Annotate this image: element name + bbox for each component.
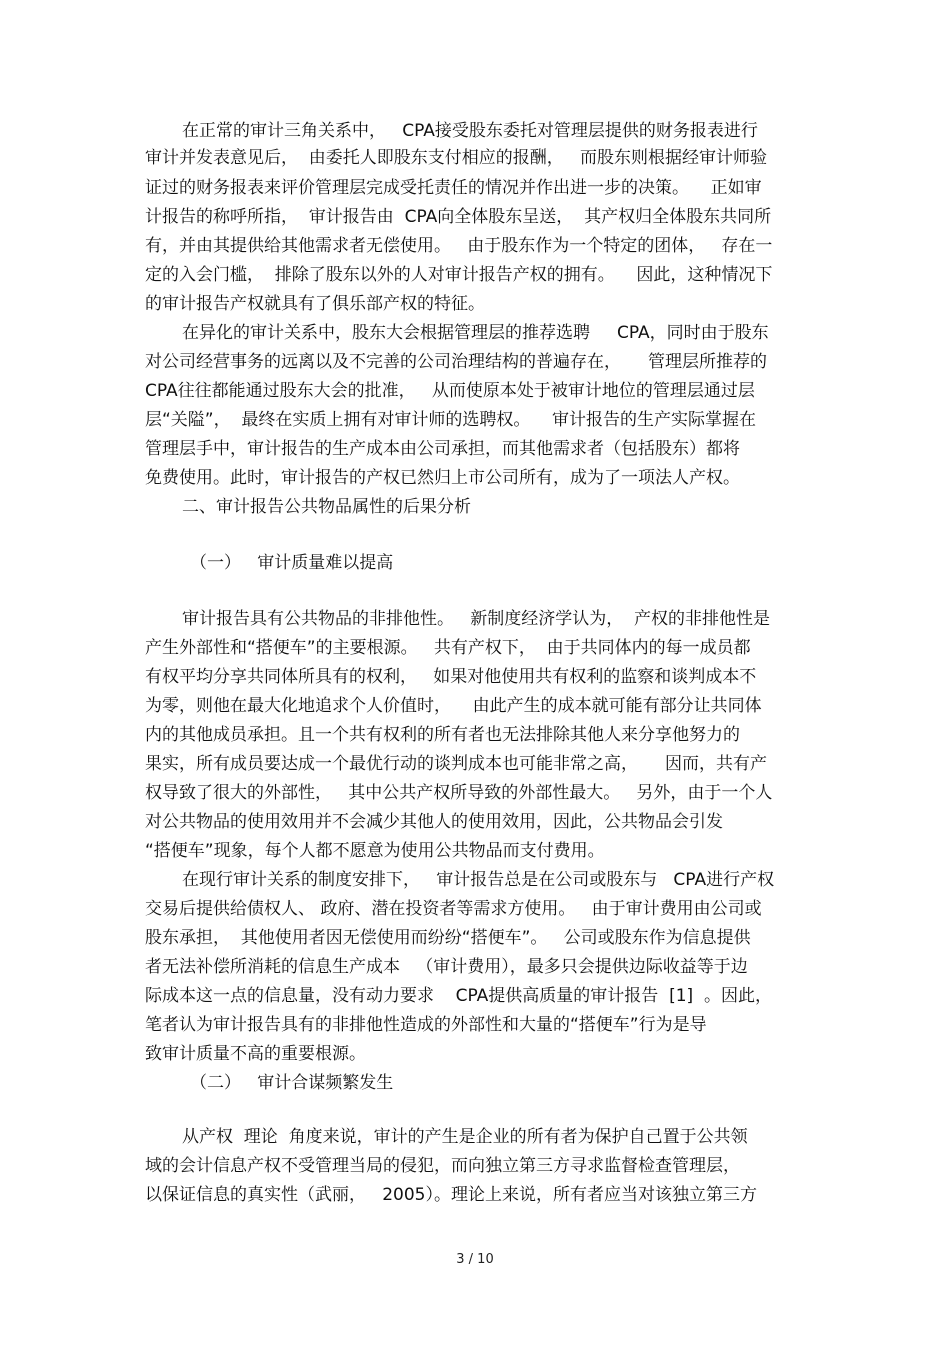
paragraph-line: 免费使用。此时，审计报告的产权已然归上市公司所有，成为了一项法人产权。 bbox=[145, 468, 740, 488]
paragraph-line: 有，并由其提供给其他需求者无偿使用。 由于股东作为一个特定的团体， 存在一 bbox=[145, 236, 773, 256]
paragraph-line: 管理层手中，审计报告的生产成本由公司承担，而其他需求者（包括股东）都将 bbox=[145, 439, 740, 459]
paragraph-line: “搭便车”现象，每个人都不愿意为使用公共物品而支付费用。 bbox=[145, 841, 605, 861]
subsection-heading: （二） 审计合谋频繁发生 bbox=[190, 1073, 394, 1093]
paragraph-line: 定的入会门槛， 排除了股东以外的人对审计报告产权的拥有。 因此，这种情况下 bbox=[145, 265, 773, 285]
section-heading: 二、审计报告公共物品属性的后果分析 bbox=[182, 497, 471, 517]
paragraph-line: 股东承担， 其他使用者因无偿使用而纷纷“搭便车”。 公司或股东作为信息提供 bbox=[145, 928, 751, 948]
paragraph-line: 有权平均分享共同体所具有的权利， 如果对他使用共有权利的监察和谈判成本不 bbox=[145, 667, 757, 687]
paragraph-line: 审计并发表意见后， 由委托人即股东支付相应的报酬， 而股东则根据经审计师验 bbox=[145, 148, 768, 168]
paragraph-line: 内的其他成员承担。且一个共有权利的所有者也无法排除其他人来分享他努力的 bbox=[145, 725, 740, 745]
paragraph-line: 际成本这一点的信息量，没有动力要求 CPA提供高质量的审计报告 [1] 。因此， bbox=[145, 986, 772, 1006]
paragraph-line: 致审计质量不高的重要根源。 bbox=[145, 1044, 366, 1064]
paragraph-line: 笔者认为审计报告具有的非排他性造成的外部性和大量的“搭便车”行为是导 bbox=[145, 1015, 707, 1035]
paragraph-line: 为零，则他在最大化地追求个人价值时， 由此产生的成本就可能有部分让共同体 bbox=[145, 696, 762, 716]
paragraph-line: 域的会计信息产权不受管理当局的侵犯，而向独立第三方寻求监督检查管理层， bbox=[145, 1156, 740, 1176]
paragraph-line: 计报告的称呼所指， 审计报告由 CPA向全体股东呈送， 其产权归全体股东共同所 bbox=[145, 207, 772, 227]
paragraph-line: 从产权 理论 角度来说，审计的产生是企业的所有者为保护自己置于公共领 bbox=[182, 1127, 748, 1147]
paragraph-line: 在异化的审计关系中，股东大会根据管理层的推荐选聘 CPA，同时由于股东 bbox=[182, 323, 769, 343]
paragraph-line: 在正常的审计三角关系中， CPA接受股东委托对管理层提供的财务报表进行 bbox=[182, 121, 758, 141]
paragraph-line: CPA往往都能通过股东大会的批准， 从而使原本处于被审计地位的管理层通过层 bbox=[145, 381, 755, 401]
paragraph-line: 权导致了很大的外部性， 其中公共产权所导致的外部性最大。 另外，由于一个人 bbox=[145, 783, 773, 803]
paragraph-line: 交易后提供给债权人、 政府、潜在投资者等需求方使用。 由于审计费用由公司或 bbox=[145, 899, 762, 919]
subsection-heading: （一） 审计质量难以提高 bbox=[190, 553, 394, 573]
paragraph-line: 层“关隘”， 最终在实质上拥有对审计师的选聘权。 审计报告的生产实际掌握在 bbox=[145, 410, 757, 430]
paragraph-line: 的审计报告产权就具有了俱乐部产权的特征。 bbox=[145, 294, 485, 314]
paragraph-line: 果实，所有成员要达成一个最优行动的谈判成本也可能非常之高， 因而，共有产 bbox=[145, 754, 768, 774]
paragraph-line: 以保证信息的真实性（武丽， 2005）。理论上来说，所有者应当对该独立第三方 bbox=[145, 1185, 757, 1205]
paragraph-line: 审计报告具有公共物品的非排他性。 新制度经济学认为， 产权的非排他性是 bbox=[182, 609, 771, 629]
paragraph-line: 者无法补偿所消耗的信息生产成本 （审计费用），最多只会提供边际收益等于边 bbox=[145, 957, 748, 977]
paragraph-line: 对公共物品的使用效用并不会减少其他人的使用效用，因此，公共物品会引发 bbox=[145, 812, 723, 832]
paragraph-line: 在现行审计关系的制度安排下， 审计报告总是在公司或股东与 CPA进行产权 bbox=[182, 870, 775, 890]
page-number: 3 / 10 bbox=[456, 1252, 494, 1267]
paragraph-line: 对公司经营事务的远离以及不完善的公司治理结构的普遍存在， 管理层所推荐的 bbox=[145, 352, 768, 372]
paragraph-line: 证过的财务报表来评价管理层完成受托责任的情况并作出进一步的决策。 正如审 bbox=[145, 178, 762, 198]
paragraph-line: 产生外部性和“搭便车”的主要根源。 共有产权下， 由于共同体内的每一成员都 bbox=[145, 638, 751, 658]
